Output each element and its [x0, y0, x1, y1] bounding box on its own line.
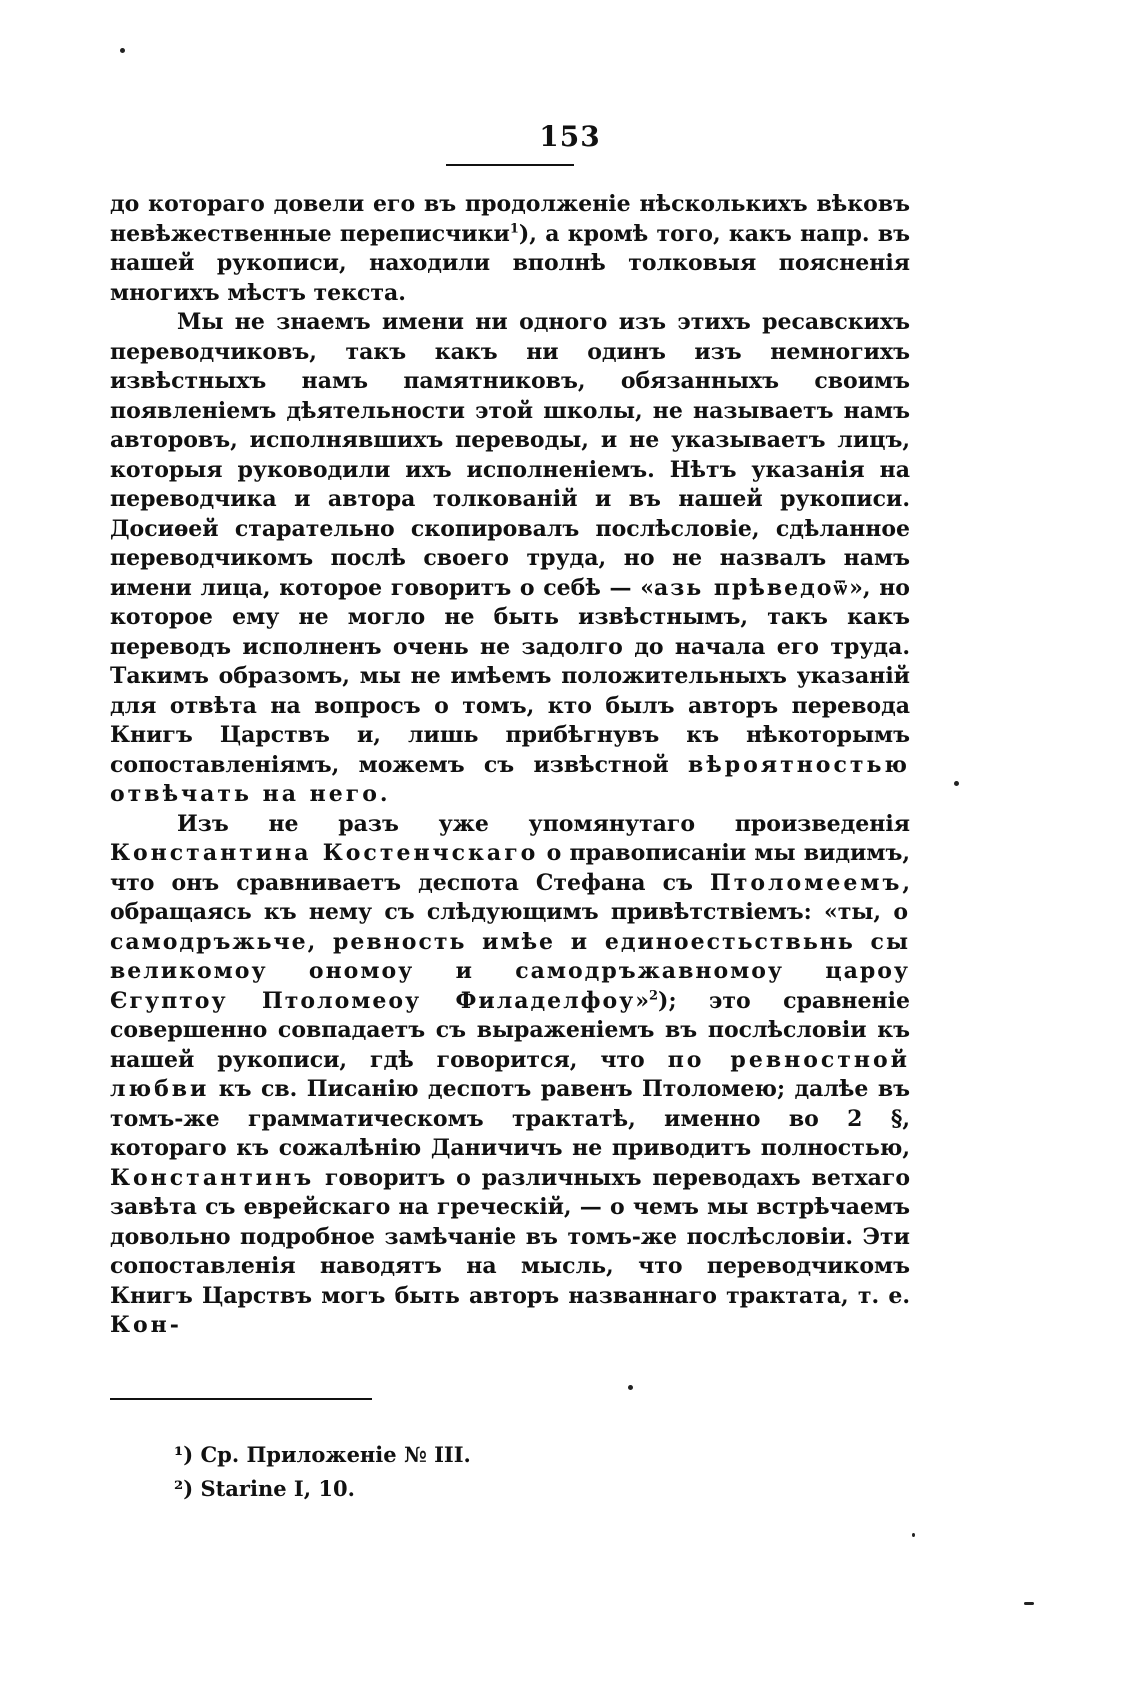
text-run: ); это сравненіе совершенно совпадаетъ съ выраженіемъ въ послѣсловіи къ нашей рукописи, гдѣ говорится, что	[110, 987, 910, 1073]
spaced-emphasis: по ревностной любви	[110, 1046, 910, 1102]
text-run: ), а кромѣ того, какъ напр. въ нашей рукописи, находили вполнѣ толковыя поясненія многихъ мѣстъ текста.	[110, 220, 910, 306]
church-slavonic-quote: о самодръжьче, ревность имѣе и единоестьствьнь сы великомоу ономоу и самодръжавномоу цароу Єгуптоу Птоломеоу Филаделфоу	[110, 899, 910, 1014]
text-run: , обращаясь къ нему съ слѣдующимъ привѣтствіемъ: «ты,	[110, 869, 910, 925]
text-run: до котораго довели его въ продолженіе нѣсколькихъ вѣковъ невѣжественные переписчики	[110, 191, 910, 247]
footnote-ref: 1	[509, 221, 519, 237]
page-number: 153	[539, 120, 601, 153]
church-slavonic-quote: азь прѣведоѿ	[653, 574, 850, 601]
scan-speck	[1024, 1602, 1034, 1605]
spaced-emphasis: Кон-	[110, 1312, 182, 1338]
footnote-1: ¹) Ср. Приложеніе № III.	[174, 1442, 471, 1467]
scan-speck	[954, 781, 959, 786]
footnote-2: ²) Starine I, 10.	[174, 1476, 355, 1501]
paragraph	[110, 190, 910, 308]
spaced-emphasis: Константинъ	[110, 1164, 315, 1191]
page-number-rule	[446, 164, 574, 166]
footnote-ref: 2	[649, 988, 659, 1004]
body-text	[110, 190, 910, 1341]
footnotes	[174, 1438, 774, 1506]
spaced-emphasis: вѣроятностью отвѣчать на него.	[110, 751, 910, 807]
text-run: къ св. Писанію деспотъ равенъ Птоломею; далѣе въ томъ-же грамматическомъ трактатѣ, именно во 2 §, котораго къ сожалѣнію Даничичъ не приводитъ полностью,	[110, 1076, 910, 1161]
spaced-emphasis: Птоломеемъ	[709, 869, 903, 896]
text-run: Мы не знаемъ имени ни одного изъ этихъ ресавскихъ переводчиковъ, такъ какъ ни одинъ изъ немногихъ извѣстныхъ намъ памятниковъ, обязанныхъ своимъ появленіемъ дѣятельности этой школы, не называетъ намъ авторовъ, исполнявшихъ переводы, и не указываетъ лицъ, которыя руководили ихъ исполненіемъ. Нѣтъ указанія на переводчика и автора толкованій и въ нашей рукописи. Досиѳей старательно скопировалъ послѣсловіе, сдѣланное переводчикомъ послѣ своего труда, но не назвалъ намъ имени лица, которое говоритъ о себѣ — «	[110, 309, 910, 601]
text-run: о правописаніи мы видимъ, что онъ сравниваетъ деспота Стефана съ	[110, 840, 910, 896]
scan-speck	[120, 48, 125, 53]
text-run: »	[635, 987, 649, 1014]
paragraph	[110, 308, 910, 810]
text-run: Изъ не разъ уже упомянутаго произведенія	[177, 810, 910, 837]
spaced-emphasis: Константина Костенчскаго	[110, 840, 539, 866]
text-run: говоритъ о различныхъ переводахъ ветхаго завѣта съ еврейскаго на греческій, — о чемъ мы встрѣчаемъ довольно подробное замѣчаніе въ томъ-же послѣсловіи. Эти сопоставленія наводятъ на мысль, что переводчикомъ Книгъ Царствъ могъ быть авторъ названнаго трактата, т. е.	[110, 1164, 910, 1309]
paragraph	[110, 810, 910, 1341]
scan-speck	[628, 1385, 633, 1390]
footnote-rule	[110, 1398, 372, 1400]
scan-speck	[912, 1533, 915, 1537]
text-run: », но которое ему не могло не быть извѣстнымъ, такъ какъ переводъ исполненъ очень не задолго до начала его труда. Такимъ образомъ, мы не имѣемъ положительныхъ указаній для отвѣта на вопросъ о томъ, кто былъ авторъ перевода Книгъ Царствъ и, лишь прибѣгнувъ къ нѣкоторымъ сопоставленіямъ, можемъ съ извѣстной	[110, 574, 910, 778]
